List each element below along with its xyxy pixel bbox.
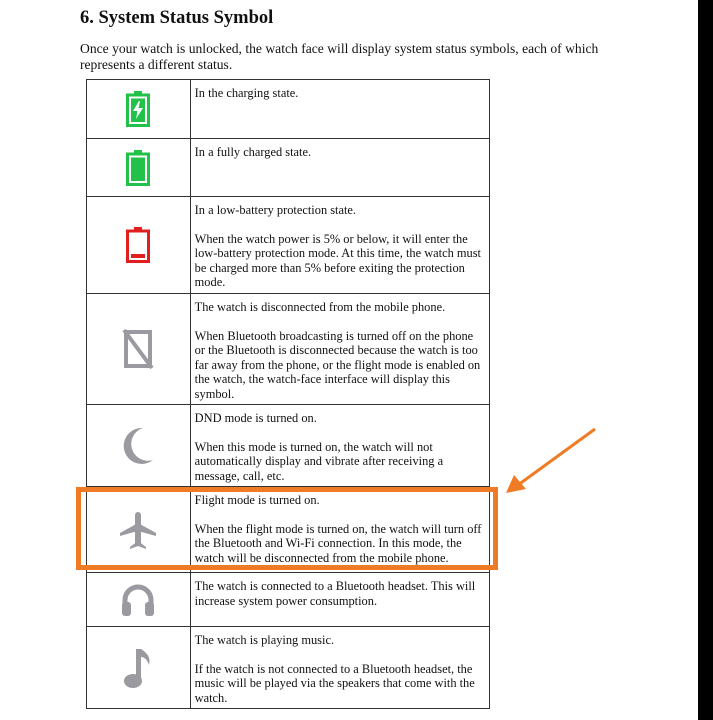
icon-cell	[87, 80, 191, 139]
status-text: In a fully charged state.	[194, 145, 312, 159]
full-battery-icon	[126, 150, 150, 186]
low-battery-icon	[126, 227, 150, 263]
orange-arrow-icon	[500, 425, 600, 497]
black-margin	[698, 0, 713, 720]
icon-cell	[87, 627, 191, 709]
status-symbol-table	[86, 79, 490, 709]
description-cell	[190, 80, 489, 139]
status-text: In the charging state.	[194, 86, 299, 100]
table-row	[87, 139, 490, 197]
table-row	[87, 627, 490, 709]
moon-icon	[121, 426, 155, 466]
detail-text: When this mode is turned on, the watch will not automatically display and vibrate after receiving a message, call, etc.	[194, 439, 444, 483]
intro-paragraph: Once your watch is unlocked, the watch face will display system status symbols, each of which represents a different status.	[80, 41, 599, 72]
status-text: DND mode is turned on.	[194, 411, 317, 425]
status-text: In a low-battery protection state.	[194, 203, 357, 217]
charging-battery-icon	[126, 91, 150, 127]
description-cell	[190, 197, 489, 294]
status-text: The watch is disconnected from the mobile phone.	[194, 300, 446, 314]
table-row	[87, 294, 490, 405]
section-heading: 6. System Status Symbol	[80, 8, 274, 28]
table-row	[87, 405, 490, 487]
icon-cell	[87, 139, 191, 197]
table-row	[87, 573, 490, 627]
flight-mode-highlight-box	[76, 487, 498, 570]
icon-cell	[87, 197, 191, 294]
detail-text: When the flight mode is turned on, the watch will turn off the Bluetooth and Wi-Fi connection. In this mode, the watch will be disconnected from the mobile phone.	[194, 521, 482, 565]
description-cell	[190, 294, 489, 405]
detail-text: If the watch is not connected to a Bluetooth headset, the music will be played via the speakers that come with the watch.	[194, 661, 475, 705]
detail-text: When the watch power is 5% or below, it will enter the low-battery protection mode. At this time, the watch must be charged more than 5% before exiting the protection mode.	[194, 231, 481, 289]
status-text: Flight mode is turned on.	[194, 493, 320, 507]
disconnected-phone-icon	[122, 328, 154, 370]
description-cell	[190, 627, 489, 709]
music-note-icon	[123, 647, 153, 689]
status-text: The watch is connected to a Bluetooth headset. This will increase system power consumption.	[194, 579, 476, 608]
headphones-icon	[120, 582, 156, 618]
description-cell	[190, 139, 489, 197]
status-text: The watch is playing music.	[194, 633, 335, 647]
table-row	[87, 80, 490, 139]
description-cell	[190, 405, 489, 487]
icon-cell	[87, 294, 191, 405]
table-row	[87, 197, 490, 294]
detail-text: When Bluetooth broadcasting is turned off on the phone or the Bluetooth is disconnected because the watch is too far away from the phone, or the flight mode is enabled on the watch, the watch-face interface will display this symbol.	[194, 328, 481, 401]
icon-cell	[87, 405, 191, 487]
icon-cell	[87, 573, 191, 627]
description-cell	[190, 573, 489, 627]
